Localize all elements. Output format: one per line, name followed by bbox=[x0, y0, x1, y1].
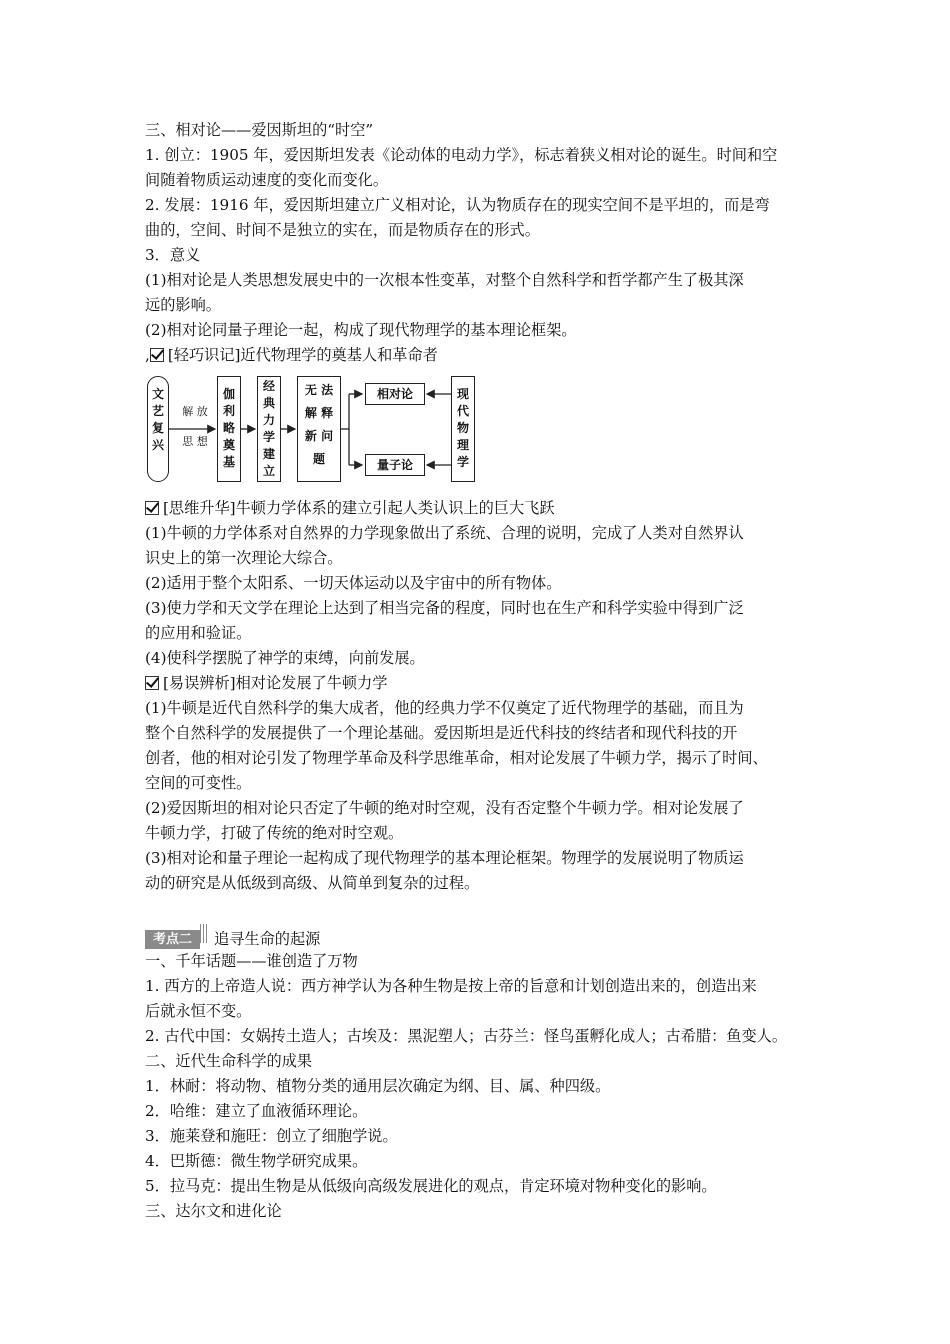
modern-physics-label: 现代物理学 bbox=[456, 387, 469, 469]
quantum-box: 量子论 bbox=[365, 454, 425, 476]
mistake-item-1-line3: 创者，他的相对论引发了物理学革命及科学思维革命，相对论发展了牛顿力学，揭示了时间、 bbox=[145, 749, 768, 767]
tag-stripes-icon bbox=[200, 924, 208, 943]
section-heading-relativity: 三、相对论——爱因斯坦的“时空” bbox=[145, 121, 374, 139]
sublimation-title: [思维升华]牛顿力学体系的建立引起人类认识上的巨大飞跃 bbox=[163, 499, 555, 517]
mistake-title: [易误辨析]相对论发展了牛顿力学 bbox=[163, 674, 388, 692]
topic2-west-line1: 1. 西方的上帝造人说：西方神学认为各种生物是按上帝的旨意和计划创造出来的，创造出来 bbox=[145, 977, 757, 995]
significance-item-1-line1: (1)相对论是人类思想发展史中的一次根本性变革，对整个自然科学和哲学都产生了极其深 bbox=[145, 271, 744, 289]
mistake-item-1-line1: (1)牛顿是近代自然科学的集大成者，他的经典力学不仅奠定了近代物理学的基础，而且为 bbox=[145, 699, 744, 717]
document-page bbox=[145, 118, 815, 1224]
unexplained-line1: 无 法 bbox=[304, 383, 334, 397]
topic2-heading bbox=[145, 924, 815, 949]
flow-diagram bbox=[145, 372, 815, 490]
unexplained-line2: 解 释 bbox=[304, 406, 334, 420]
sublimation-heading bbox=[145, 496, 815, 521]
classical-mechanics-label: 经典力学建立 bbox=[262, 379, 275, 478]
memo-title: [轻巧识记]近代物理学的奠基人和革命者 bbox=[167, 346, 438, 364]
topic2-subheading-3: 三、达尔文和进化论 bbox=[145, 1202, 282, 1220]
mistake-item-2-line2: 牛顿力学，打破了传统的绝对时空观。 bbox=[145, 824, 404, 842]
topic2-subheading-1: 一、千年话题——谁创造了万物 bbox=[145, 952, 358, 970]
significance-item-2: (2)相对论同量子理论一起，构成了现代物理学的基本理论框架。 bbox=[145, 321, 577, 339]
paragraph-development-line2: 曲的，空间、时间不是独立的实在，而是物质存在的形式。 bbox=[145, 221, 540, 239]
arrow-label-bottom: 思 想 bbox=[182, 435, 208, 448]
topic2-linnaeus: 1．林耐：将动物、植物分类的通用层次确定为纲、目、属、种四级。 bbox=[145, 1077, 611, 1095]
sublimation-item-3-line1: (3)使力学和天文学在理论上达到了相当完备的程度，同时也在生产和科学实验中得到广泛 bbox=[145, 599, 744, 617]
topic2-lamarck: 5．拉马克：提出生物是从低级向高级发展进化的观点，肯定环境对物种变化的影响。 bbox=[145, 1177, 717, 1195]
topic2-subheading-2: 二、近代生命科学的成果 bbox=[145, 1052, 313, 1070]
paragraph-creation-line1: 1. 创立：1905 年，爱因斯坦发表《论动体的电动力学》，标志着狭义相对论的诞生。时间和空 bbox=[145, 146, 778, 164]
sublimation-item-4: (4)使科学摆脱了神学的束缚，向前发展。 bbox=[145, 649, 425, 667]
mistake-item-3-line2: 动的研究是从低级到高级、从简单到复杂的过程。 bbox=[145, 874, 480, 892]
paragraph-development-line1: 2. 发展：1916 年，爱因斯坦建立广义相对论，认为物质存在的现实空间不是平坦的，而是弯 bbox=[145, 196, 770, 214]
topic2-tag: 考点二 bbox=[145, 930, 200, 949]
sublimation-item-3-line2: 的应用和验证。 bbox=[145, 624, 252, 642]
galileo-label: 伽利略奠基 bbox=[222, 387, 235, 469]
checkbox-icon bbox=[145, 501, 159, 515]
mistake-item-1-line4: 空间的可变性。 bbox=[145, 774, 252, 792]
topic2-ancient: 2. 古代中国：女娲抟土造人；古埃及：黑泥塑人；古芬兰：怪鸟蛋孵化成人；古希腊：鱼变人。 bbox=[145, 1027, 788, 1045]
memo-prefix: , bbox=[145, 346, 150, 364]
topic2-title: 追寻生命的起源 bbox=[214, 930, 321, 948]
topic2-west-line2: 后就永恒不变。 bbox=[145, 1002, 252, 1020]
unexplained-line3: 新 问 bbox=[304, 429, 334, 443]
memo-heading bbox=[145, 343, 815, 368]
checkbox-icon bbox=[150, 348, 164, 362]
renaissance-label: 文艺复兴 bbox=[151, 387, 164, 452]
checkbox-icon bbox=[145, 676, 159, 690]
sublimation-item-1-line2: 识史上的第一次理论大综合。 bbox=[145, 549, 343, 567]
topic2-schleiden-schwann: 3．施莱登和施旺：创立了细胞学说。 bbox=[145, 1127, 398, 1145]
significance-item-1-line2: 远的影响。 bbox=[145, 296, 221, 314]
arrow-label-top: 解 放 bbox=[182, 405, 208, 418]
topic2-harvey: 2．哈维：建立了血液循环理论。 bbox=[145, 1102, 368, 1120]
mistake-item-2-line1: (2)爱因斯坦的相对论只否定了牛顿的绝对时空观，没有否定整个牛顿力学。相对论发展了 bbox=[145, 799, 744, 817]
unexplained-line4: 题 bbox=[312, 452, 325, 466]
topic2-pasteur: 4．巴斯德：微生物学研究成果。 bbox=[145, 1152, 368, 1170]
paragraph-significance-heading: 3．意义 bbox=[145, 246, 201, 264]
sublimation-item-1-line1: (1)牛顿的力学体系对自然界的力学现象做出了系统、合理的说明，完成了人类对自然界认 bbox=[145, 524, 744, 542]
relativity-box: 相对论 bbox=[365, 383, 425, 405]
sublimation-item-2: (2)适用于整个太阳系、一切天体运动以及宇宙中的所有物体。 bbox=[145, 574, 562, 592]
mistake-item-3-line1: (3)相对论和量子理论一起构成了现代物理学的基本理论框架。物理学的发展说明了物质运 bbox=[145, 849, 744, 867]
mistake-item-1-line2: 整个自然科学的发展提供了一个理论基础。爱因斯坦是近代科技的终结者和现代科技的开 bbox=[145, 724, 738, 742]
mistake-heading bbox=[145, 671, 815, 696]
paragraph-creation-line2: 间随着物质运动速度的变化而变化。 bbox=[145, 171, 388, 189]
